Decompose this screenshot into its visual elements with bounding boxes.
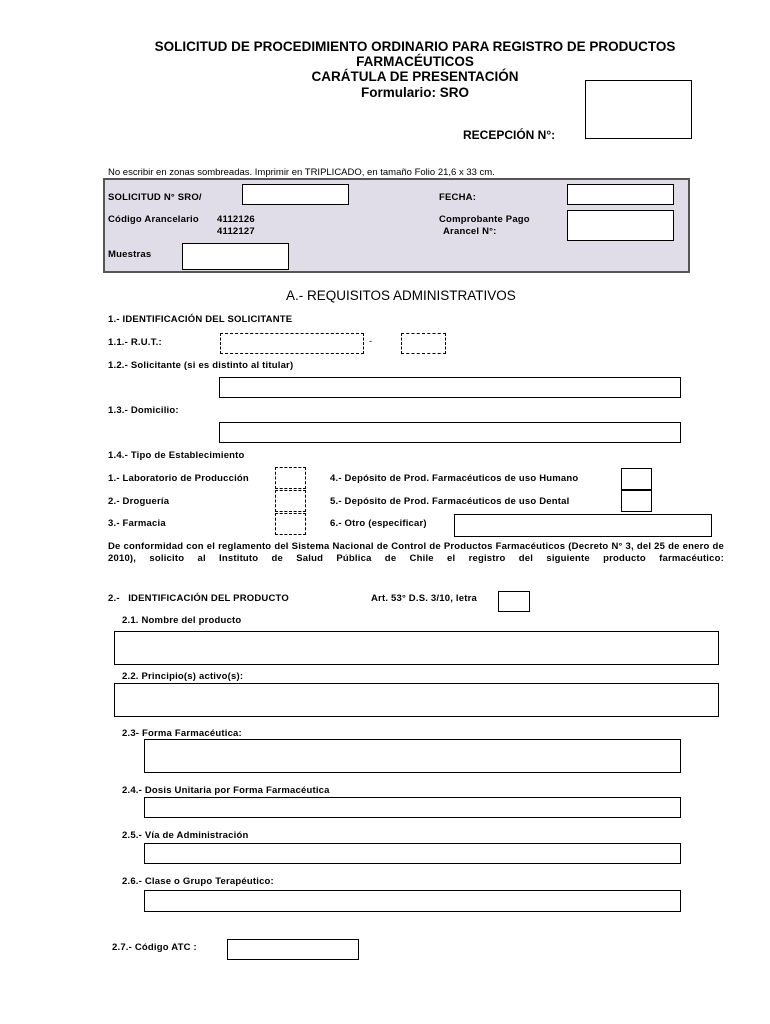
solicitud-label: SOLICITUD N° SRO/ [108, 192, 202, 203]
codigo-arancelario-value-2: 4112127 [217, 226, 255, 237]
articulo-label: Art. 53° D.S. 3/10, letra [371, 593, 477, 604]
option-drogueria-label: 2.- Droguería [108, 496, 170, 507]
ident-producto-heading: 2.- IDENTIFICACIÓN DEL PRODUCTO [108, 593, 289, 604]
fecha-field[interactable] [567, 184, 674, 205]
dosis-unitaria-field[interactable] [144, 797, 681, 818]
domicilio-label: 1.3.- Domicilio: [108, 405, 179, 416]
form-title-line1: SOLICITUD DE PROCEDIMIENTO ORDINARIO PARA REGISTRO DE PRODUCTOS [154, 39, 676, 54]
codigo-arancelario-value-1: 4112126 [217, 214, 255, 225]
muestras-field[interactable] [182, 243, 289, 270]
articulo-letra-field[interactable] [498, 591, 530, 612]
option-farmacia-checkbox[interactable] [275, 513, 306, 535]
option-farmacia-label: 3.- Farmacia [108, 518, 166, 529]
codigo-arancelario-label: Código Arancelario [108, 214, 199, 225]
option-laboratorio-checkbox[interactable] [275, 467, 306, 489]
option-deposito-humano-label: 4.- Depósito de Prod. Farmacéuticos de uso Humano [330, 473, 579, 484]
solicitante-field[interactable] [219, 377, 681, 398]
rut-dv-field[interactable] [401, 333, 446, 354]
principio-activo-field[interactable] [114, 683, 719, 717]
form-subtitle: CARÁTULA DE PRESENTACIÓN [311, 69, 519, 84]
comprobante-label-1: Comprobante Pago [439, 214, 530, 225]
option-otro-label: 6.- Otro (especificar) [330, 518, 427, 529]
option-deposito-humano-checkbox[interactable] [621, 468, 652, 490]
option-deposito-dental-label: 5.- Depósito de Prod. Farmacéuticos de uso Dental [330, 496, 570, 507]
option-otro-field[interactable] [454, 514, 712, 537]
fecha-label: FECHA: [439, 192, 477, 203]
clase-terapeutica-label: 2.6.- Clase o Grupo Terapéutico: [122, 876, 274, 887]
via-administracion-label: 2.5.- Vía de Administración [122, 830, 249, 841]
codigo-atc-field[interactable] [227, 939, 359, 960]
section-a-title: A.- REQUISITOS ADMINISTRATIVOS [286, 288, 516, 303]
rut-dash: - [369, 336, 373, 347]
clase-terapeutica-field[interactable] [144, 890, 681, 912]
form-title-line2: FARMACÉUTICOS [356, 54, 474, 69]
solicitante-label: 1.2.- Solicitante (si es distinto al titular) [108, 360, 294, 371]
option-drogueria-checkbox[interactable] [275, 490, 306, 512]
form-code: Formulario: SRO [360, 85, 469, 100]
tipo-establecimiento-label: 1.4.- Tipo de Establecimiento [108, 450, 245, 461]
ident-solicitante-heading: 1.- IDENTIFICACIÓN DEL SOLICITANTE [108, 314, 293, 325]
comprobante-label-2: Arancel N°: [443, 226, 497, 237]
forma-farmaceutica-field[interactable] [144, 739, 681, 773]
option-laboratorio-label: 1.- Laboratorio de Producción [108, 473, 249, 484]
reception-label: RECEPCIÓN N°: [463, 128, 556, 142]
nombre-producto-label: 2.1. Nombre del producto [122, 615, 242, 626]
comprobante-field[interactable] [567, 210, 674, 241]
dosis-unitaria-label: 2.4.- Dosis Unitaria por Forma Farmacéutica [122, 785, 330, 796]
conformity-paragraph: De conformidad con el reglamento del Sistema Nacional de Control de Productos Farmacéuticos (Decreto N° 3, del 25 de enero de 2010), solicito al Instituto de Salud Pública de Chile el registro del siguiente producto farmacéutico: [108, 541, 724, 564]
rut-label: 1.1.- R.U.T.: [108, 337, 162, 348]
principio-activo-label: 2.2. Principio(s) activo(s): [122, 671, 244, 682]
rut-number-field[interactable] [220, 333, 364, 354]
forma-farmaceutica-label: 2.3- Forma Farmacéutica: [122, 728, 242, 739]
codigo-atc-label: 2.7.- Código ATC : [112, 942, 197, 953]
instruction-text: No escribir en zonas sombreadas. Imprimir en TRIPLICADO, en tamaño Folio 21,6 x 33 cm. [108, 167, 495, 178]
domicilio-field[interactable] [219, 422, 681, 443]
option-deposito-dental-checkbox[interactable] [621, 490, 652, 512]
solicitud-number-field[interactable] [242, 184, 349, 205]
muestras-label: Muestras [108, 249, 152, 260]
reception-number-box[interactable] [585, 80, 692, 139]
nombre-producto-field[interactable] [114, 631, 719, 665]
via-administracion-field[interactable] [144, 843, 681, 864]
